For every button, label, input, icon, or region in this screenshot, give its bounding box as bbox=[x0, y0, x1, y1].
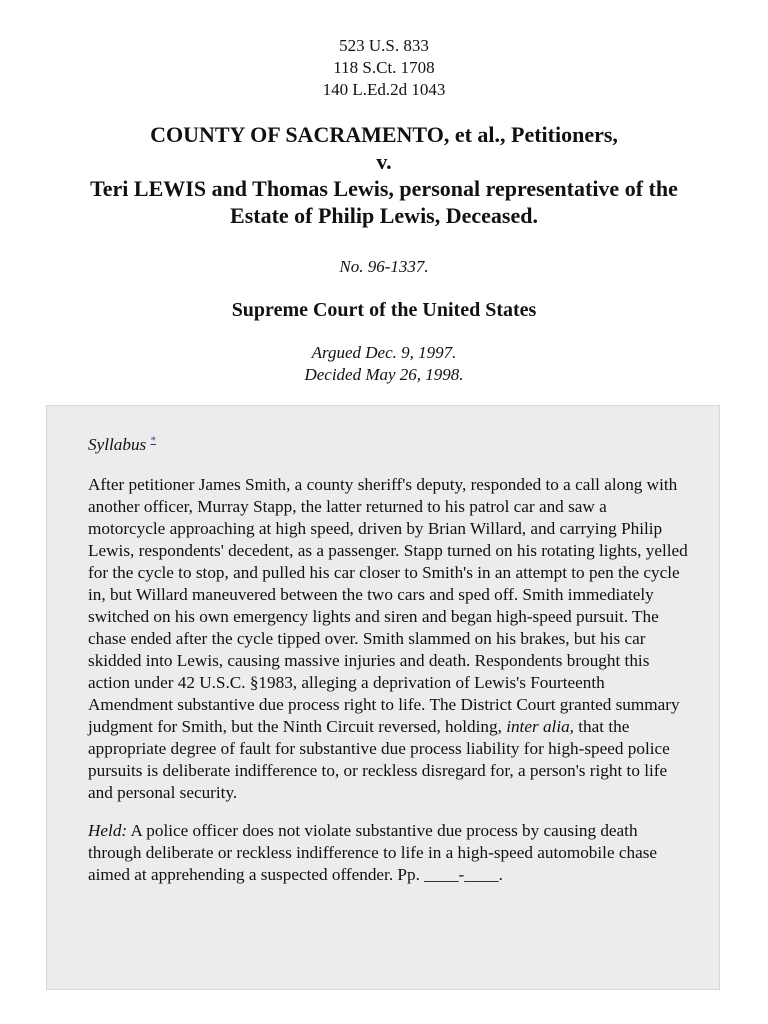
citations bbox=[0, 35, 768, 101]
citation-us-reports: 523 U.S. 833 bbox=[339, 36, 429, 55]
argued-date: Argued Dec. 9, 1997. bbox=[311, 343, 457, 362]
facts-text-part2: that the appropriate degree of fault for substantive due process liability for high-speed police pursuits is deliberate indifference to, or reckless disregard for, a person's right to life and personal security. bbox=[88, 717, 670, 802]
docket-number: No. 96-1337. bbox=[339, 257, 429, 276]
held-text: A police officer does not violate substantive due process by causing death through deliberate or reckless indifference to life in a high-speed automobile chase aimed at apprehending a suspected offender. Pp. ____-____. bbox=[88, 821, 658, 884]
court-name: Supreme Court of the United States bbox=[231, 299, 537, 321]
syllabus-box bbox=[46, 405, 720, 990]
syllabus-content bbox=[88, 434, 688, 902]
case-caption bbox=[0, 121, 768, 229]
decided-date: Decided May 26, 1998. bbox=[304, 365, 464, 384]
caption-versus: v. bbox=[376, 149, 392, 174]
caption-petitioners: COUNTY OF SACRAMENTO, et al., Petitioners, bbox=[150, 122, 618, 147]
case-dates bbox=[0, 342, 768, 386]
caption-respondents-line1: Teri LEWIS and Thomas Lewis, personal representative of the bbox=[90, 176, 678, 201]
held-label: Held: bbox=[88, 821, 128, 840]
syllabus-paragraph-held bbox=[88, 820, 688, 886]
syllabus-heading-text: Syllabus bbox=[88, 435, 147, 454]
caption-respondents-line2: Estate of Philip Lewis, Deceased. bbox=[230, 203, 538, 228]
facts-text-part1: After petitioner James Smith, a county sheriff's deputy, responded to a call along with another officer, Murray Stapp, the latter returned to his patrol car and saw a motorcycle approaching at high speed, driven by Brian Willard, and carrying Philip Lewis, respondents' decedent, as a passenger. Stapp turned on his rotating lights, yelled for the cycle to stop, and pulled his car closer to Smith's in an attempt to pen the cycle in, but Willard maneuvered between the two cars and sped off. Smith immediately switched on his own emergency lights and siren and began high-speed pursuit. The chase ended after the cycle tipped over. Smith slammed on his brakes, but his car skidded into Lewis, causing massive injuries and death. Respondents brought this action under 42 U.S.C. §1983, alleging a deprivation of Lewis's Fourteenth Amendment substantive due process right to life. The District Court granted summary judgment for Smith, but the Ninth Circuit reversed, holding, bbox=[88, 475, 688, 736]
syllabus-paragraph-facts bbox=[88, 474, 688, 804]
citation-supreme-court-reporter: 118 S.Ct. 1708 bbox=[333, 58, 435, 77]
citation-lawyers-edition: 140 L.Ed.2d 1043 bbox=[322, 80, 446, 99]
facts-italic-phrase: inter alia, bbox=[506, 717, 574, 736]
syllabus-heading bbox=[88, 434, 688, 456]
syllabus-footnote-link[interactable]: * bbox=[150, 434, 157, 447]
